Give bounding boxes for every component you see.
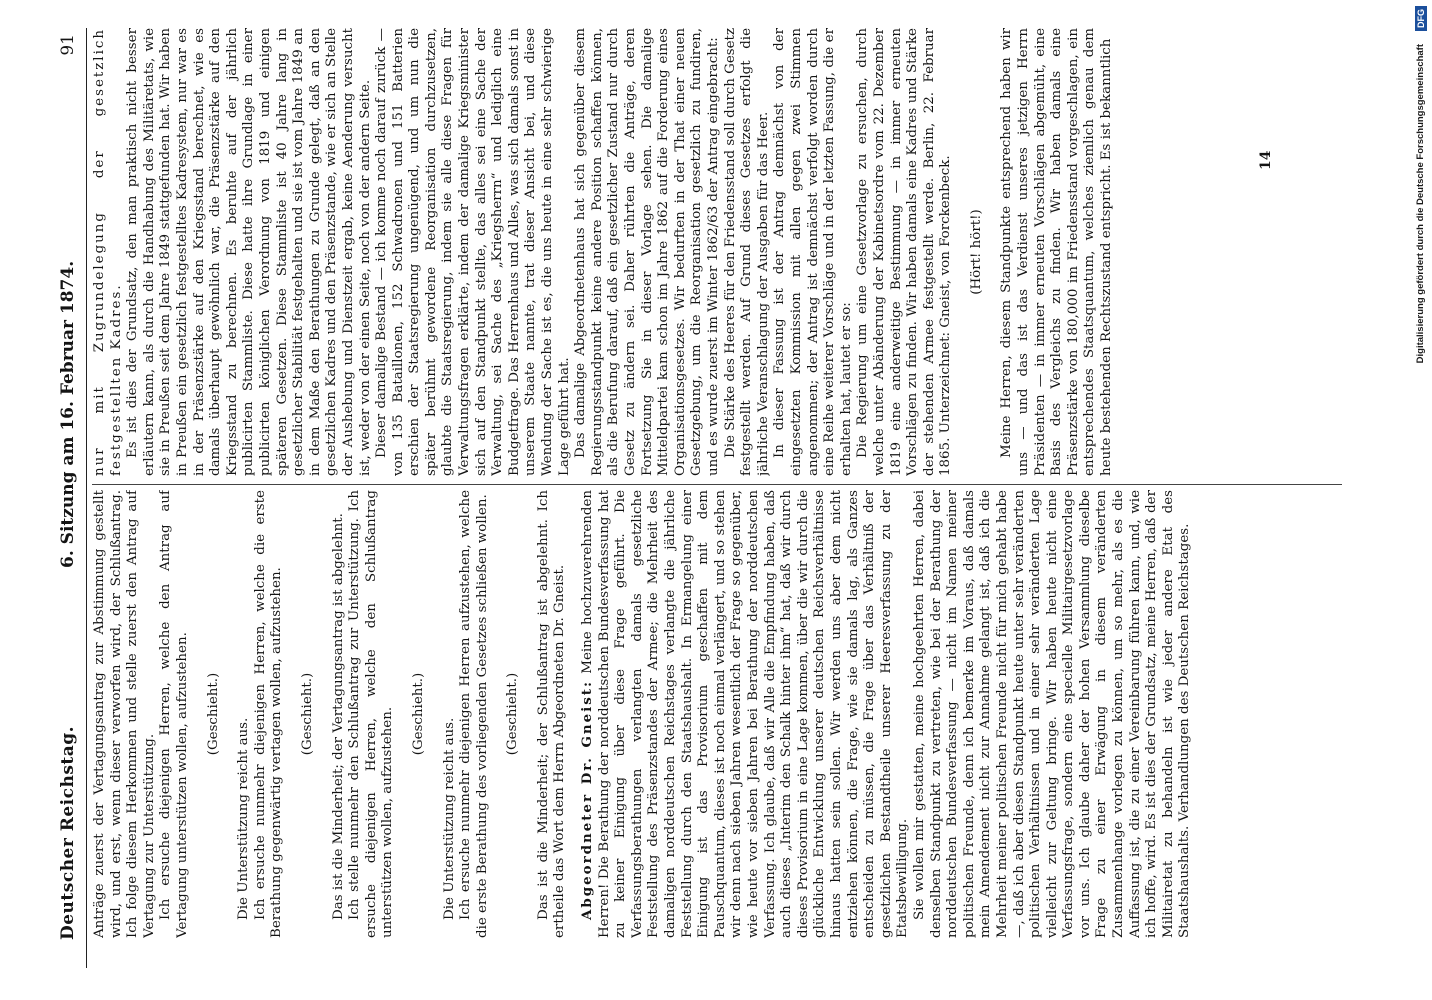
- paragraph: Ich ersuche diejenigen Herren, welche den Antrag auf Vertagung unterstützen wollen, aufzustehen.: [158, 490, 190, 938]
- paragraph: Die Unterstützung reicht aus.: [441, 717, 457, 920]
- page-header: [52, 28, 87, 968]
- paragraph: Dieser damalige Bestand — ich komme noch darauf zurück — von 135 Bataillonen, 152 Schwadronen und 151 Batterien erschien der Staatsregierung ungenügend, und um nun die später berühmt gewordene Reorganisation durchzusetzen, glaubte die Staatsregierung, indem sie alle diese Fragen für Verwaltungsfragen erklärte, indem der damalige Kriegsminister sich auf den Standpunkt stellte, das alles sei eine Sache der Verwaltung, sei Sache des „Kriegsherrn“ und lediglich eine Budgetfrage. Das Herrenhaus und Alles, was sich damals sonst in unserem Staate nannte, trat dieser Ansicht bei, und diese Wendung der Sache ist es, die uns heute in eine sehr schwierige Lage geführt hat.: [374, 28, 572, 476]
- header-session: 6. Sitzung am 16. Februar 1874.: [58, 260, 78, 568]
- header-publication: Deutscher Reichstag.: [58, 725, 78, 940]
- paragraph: Ich stelle nunmehr den Schlußantrag zur Unterstützung. Ich ersuche diejenigen Herren, welche den Schlußantrag unterstützen wollen, aufzustehen.: [347, 490, 396, 938]
- paragraph: Das ist die Minderheit; der Vertagungsantrag ist abgelehnt.: [330, 513, 346, 920]
- paragraph: In dieser Fassung ist der Antrag demnächst von der eingesetzten Kommission mit allen gegen zwei Stimmen angenommen; der Antrag ist demnächst verfolgt worden durch eine Reihe weiterer Vorschläge und in der letzten Fassung, die er erhalten hat, lautet er so:: [772, 28, 854, 476]
- paragraph: Die Unterstützung reicht aus.: [236, 717, 252, 920]
- paragraph: Ich ersuche nunmehr diejenigen Herren, welche die erste Berathung gegenwärtig vertagen wollen, aufzustehen.: [252, 490, 285, 938]
- paragraph: nur mit Zugrundelegung der gesetzlich festgestellten Kadres.: [92, 28, 124, 476]
- dfg-logo: DFG: [1415, 6, 1427, 31]
- quoted-paragraph: Die Regierung um eine Gesetzvorlage zu ersuchen, durch welche unter Abänderung der Kabinetsordre vom 22. Dezember 1819 eine anderweitige Bestimmung — in immer erneuten Vorschlägen zu finden. Wir haben damals eine Kadres und Stärke der stehenden Armee festgestellt werde. Berlin, 22. Februar 1865. Unterzeichnet: Gneist, von Forckenbeck.: [855, 28, 954, 476]
- quoted-paragraph: Die Stärke des Heeres für den Friedensstand soll durch Gesetz festgestellt werden. Auf Grund dieses Gesetzes erfolgt die jährliche Veranschlagung der Ausgaben für das Heer.: [722, 28, 771, 476]
- speech-paragraph: [579, 490, 912, 938]
- speaker-name: Abgeordneter Dr. Gneist:: [579, 680, 596, 920]
- remark: (Geschieht.): [205, 672, 221, 756]
- column-divider: [92, 484, 1342, 485]
- paragraph: Das damalige Abgeordnetenhaus hat sich gegenüber diesem Regierungsstandpunkt keine andere Position schaffen können, als die Berufung darauf, daß ein gesetzlicher Zustand nur durch Gesetz zu ändern sei. Daher rührten die Anträge, deren Fortsetzung Sie in dieser Vorlage sehen. Die damalige Mitteldpartei kam schon im Jahre 1862 auf die Forderung eines Organisationsgesetzes. Wir bedurften in der That einer neuen Gesetzgebung, um die Reorganisation gesetzlich zu fundiren, und es wurde zuerst im Winter 1862/63 der Antrag eingebracht:: [573, 28, 721, 476]
- digitization-footer: [1410, 0, 1432, 1000]
- right-column: [92, 28, 1342, 476]
- page-signature: 14: [1258, 150, 1274, 170]
- header-page-number: 91: [58, 34, 78, 56]
- remark: (Hört! hört!): [968, 209, 984, 295]
- paragraph: Anträge zuerst der Vertagungsantrag zur Abstimmung gestellt wird, und erst, wenn dieser verworfen wird, der Schlußantrag. Ich folge diesem Herkommen und stelle zuerst den Antrag auf Vertagung zur Unterstützung.: [92, 490, 157, 938]
- paragraph: Meine Herren, diesem Standpunkte entsprechend haben wir uns — und das ist das Verdienst unseres jetzigen Herrn Präsidenten — in immer erneuten Vorschlägen abgemüht, eine Basis des Vergleichs zu finden. Wir haben damals eine Präsenzstärke von 180,000 im Friedensstand vorgeschlagen, ein entsprechendes Staatsquantum, welches ziemlich genau dem heute bestehenden Rechtszustand entspricht. Es ist bekanntlich: [999, 28, 1115, 476]
- paragraph: Sie wollen mir gestatten, meine hochgeehrten Herren, dabei denselben Standpunkt zu vertreten, wie bei der Berathung der norddeutschen Bundesverfassung — nicht im Namen meiner politischen Freunde, denn ich bemerke im Voraus, daß damals mein Amendement nicht zur Annahme gelangt ist, daß ich die Mehrheit meiner politischen Freunde nicht für mich gehabt habe —, daß ich aber diesen Standpunkt heute unter sehr veränderten politischen Verhältnissen und in einer sehr veränderten Lage vielleicht zur Geltung bringe. Wir haben heute nicht eine Verfassungsfrage, sondern eine specielle Militairgesetzvorlage vor uns. Ich glaube daher der hohen Versammlung dieselbe Frage zu einer Erwägung in diesem veränderten Zusammenhange vorlegen zu können, um so mehr, als es die Auffassung ist, die zu einer Vereinbarung führen kann, und, wie ich hoffe, wird. Es ist dies der Grundsatz, meine Herren, daß der Militairetat zu behandeln ist wie jeder andere Etat des Staatshaushalts. Verhandlungen des Deutschen Reichstages.: [911, 490, 1193, 938]
- remark: (Geschieht.): [410, 672, 426, 756]
- paragraph: Ich ersuche nunmehr diejenigen Herren aufzustehen, welche die erste Berathung des vorliegenden Gesetzes schließen wollen.: [458, 490, 490, 938]
- remark: (Geschieht.): [505, 672, 521, 756]
- paragraph: Es ist dies der Grundsatz, den man praktisch nicht besser erläutern kann, als durch die Handhabung des Militäretats, wie sie in Preußen seit dem Jahre 1849 stattgefunden hat. Wir haben in Preußen ein gesetzlich festgestelltes Kadresystem, nur war es in der Präsenzstärke auf den Kriegsstand berechnet, wie es damals überhaupt gewöhnlich war, die Präsenzstärke auf den Kriegsstand zu berechnen. Es beruhte auf der jährlich publicirten Stammliste. Diese hatte ihre Grundlage in einer publicirten königlichen Verordnung von 1819 und einigen späteren Gesetzen. Diese Stammliste ist 40 Jahre lang in gesetzlicher Stabilität festgehalten und sie ist vom Jahre 1849 an in dem Maße den Berathungen zu Grunde gelegt, daß an den gesetzlichen Kadres und den Präsenzstande, wie er sich an Stelle der Aushebung und Dienstzeit ergab, keine Aenderung versucht ist, weder von der einen Seite, noch von der andern Seite.: [125, 28, 373, 476]
- footer-text: Digitalisierung gefördert durch die Deutsche Forschungsgemeinschaft: [1415, 44, 1426, 364]
- remark: (Geschieht.): [299, 672, 315, 756]
- left-column: [92, 490, 1342, 938]
- paragraph: Das ist die Minderheit; der Schlußantrag ist abgelehnt. Ich ertheile das Wort dem Herrn Abgeordneten Dr. Gneist.: [535, 490, 568, 938]
- speech-text: Meine hochzuverehrenden Herren! Die Berathung der norddeutschen Bundesverfassung hat zu keiner Einigung über diese Frage geführt. Die Verfassungsberathungen verlangten damals gesetzliche Feststellung des Präsenzstandes der Armee; die Mehrheit des damaligen norddeutschen Reichstages verlangte die jährliche Feststellung durch den Staatshaushalt. In Ermangelung einer Einigung ist das Provisorium geschaffen mit dem Pauschquantum, dieses ist noch einmal verlängert, und so stehen wir denn nach sieben Jahren wesentlich der Frage so gegenüber, wie heute vor sieben Jahren bei Berathung der norddeutschen Verfassung. Ich glaube, daß wir Alle die Empfindung haben, daß auch dieses „Interim den Schalk hinter ihm“ hat, daß wir durch dieses Provisorium in eine Lage kommen, über die wir durch die glückliche Entwicklung unserer deutschen Reichsverhältnisse hinaus hatten sein sollen. Wir werden uns aber dem nicht entziehen können, die Frage, wie sie damals lag, als Ganzes entscheiden zu müssen, die Frage über das Verhältniß der gesetzlichen Bestandtheile unserer Heeresverfassung zu der Etatsbewilligung.: [580, 490, 911, 938]
